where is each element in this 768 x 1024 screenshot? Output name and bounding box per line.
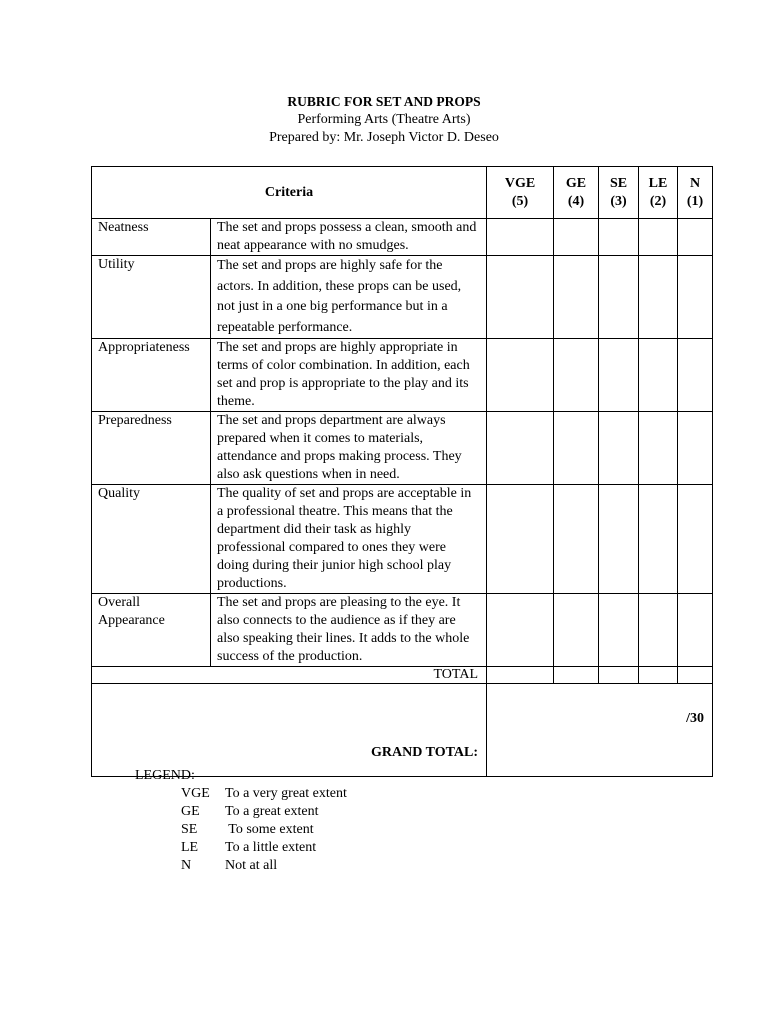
legend-abbr: LE <box>181 840 199 855</box>
score-cell-ge[interactable] <box>554 339 599 412</box>
criterion-description: The set and props possess a clean, smooth and neat appearance with no smudges. <box>211 219 487 256</box>
score-cell-le[interactable] <box>639 485 678 594</box>
grand-total-score[interactable]: /30 <box>487 684 713 777</box>
score-cell-vge[interactable] <box>487 339 554 412</box>
document-header <box>0 93 768 147</box>
criterion-name: Overall Appearance <box>92 594 211 667</box>
criterion-row-preparedness <box>92 412 713 485</box>
score-cell-ge[interactable] <box>554 412 599 485</box>
legend-abbr: N <box>181 858 192 873</box>
total-cell-n[interactable] <box>678 667 713 684</box>
score-cell-se[interactable] <box>599 412 639 485</box>
legend-abbr: GE <box>181 804 200 819</box>
legend-item <box>135 857 347 875</box>
prepared-by: Prepared by: Mr. Joseph Victor D. Deseo <box>269 130 499 145</box>
score-cell-n[interactable] <box>678 339 713 412</box>
criterion-description: The set and props department are always prepared when it comes to materials, attendance and props making process. They also ask questions when in need. <box>211 412 487 485</box>
score-cell-vge[interactable] <box>487 412 554 485</box>
score-cell-n[interactable] <box>678 485 713 594</box>
legend-meaning: To some extent <box>225 822 314 837</box>
score-cell-le[interactable] <box>639 256 678 339</box>
grand-total-label: GRAND TOTAL: <box>92 684 487 777</box>
rating-header-n: N (1) <box>678 167 713 219</box>
rating-header-le: LE (2) <box>639 167 678 219</box>
criterion-description: The set and props are highly appropriate in terms of color combination. In addition, each set and prop is appropriate to the play and its theme. <box>211 339 487 412</box>
score-cell-le[interactable] <box>639 339 678 412</box>
rubric-table <box>91 166 713 777</box>
criterion-description: The set and props are pleasing to the eye. It also connects to the audience as if they are also speaking their lines. It adds to the whole success of the production. <box>211 594 487 667</box>
legend-item <box>135 821 347 839</box>
header-row <box>92 167 713 219</box>
score-cell-ge[interactable] <box>554 594 599 667</box>
legend-meaning: Not at all <box>225 858 278 873</box>
score-cell-ge[interactable] <box>554 219 599 256</box>
score-cell-se[interactable] <box>599 339 639 412</box>
rating-header-ge: GE (4) <box>554 167 599 219</box>
score-cell-se[interactable] <box>599 594 639 667</box>
legend-item <box>135 803 347 821</box>
criterion-row-appropriateness <box>92 339 713 412</box>
criterion-row-overall-appearance <box>92 594 713 667</box>
score-cell-n[interactable] <box>678 594 713 667</box>
legend-abbr: VGE <box>181 786 210 801</box>
grand-total-row <box>92 684 713 777</box>
score-cell-le[interactable] <box>639 594 678 667</box>
total-cell-se[interactable] <box>599 667 639 684</box>
legend-meaning: To a little extent <box>225 840 317 855</box>
score-cell-n[interactable] <box>678 412 713 485</box>
legend-title: LEGEND: <box>135 768 195 783</box>
score-cell-se[interactable] <box>599 256 639 339</box>
criterion-name: Appropriateness <box>92 339 211 412</box>
legend-meaning: To a very great extent <box>225 786 347 801</box>
criterion-description: The set and props are highly safe for the actors. In addition, these props can be used, not just in a one big performance but in a repeatable performance. <box>211 256 487 339</box>
score-cell-n[interactable] <box>678 219 713 256</box>
score-cell-le[interactable] <box>639 219 678 256</box>
criterion-row-quality <box>92 485 713 594</box>
score-cell-se[interactable] <box>599 485 639 594</box>
total-cell-le[interactable] <box>639 667 678 684</box>
score-cell-ge[interactable] <box>554 256 599 339</box>
rating-header-vge: VGE (5) <box>487 167 554 219</box>
criterion-row-neatness <box>92 219 713 256</box>
criterion-row-utility <box>92 256 713 339</box>
total-cell-vge[interactable] <box>487 667 554 684</box>
legend-item <box>135 839 347 857</box>
criteria-header: Criteria <box>92 167 487 219</box>
rating-header-se: SE (3) <box>599 167 639 219</box>
score-cell-se[interactable] <box>599 219 639 256</box>
score-cell-n[interactable] <box>678 256 713 339</box>
legend-item <box>135 785 347 803</box>
score-cell-le[interactable] <box>639 412 678 485</box>
legend-meaning: To a great extent <box>225 804 319 819</box>
score-cell-vge[interactable] <box>487 594 554 667</box>
criterion-name: Utility <box>92 256 211 339</box>
criterion-name: Quality <box>92 485 211 594</box>
criterion-name: Preparedness <box>92 412 211 485</box>
total-label: TOTAL <box>92 667 487 684</box>
total-row <box>92 667 713 684</box>
score-cell-vge[interactable] <box>487 219 554 256</box>
legend <box>135 767 347 875</box>
total-cell-ge[interactable] <box>554 667 599 684</box>
legend-abbr: SE <box>181 822 198 837</box>
score-cell-ge[interactable] <box>554 485 599 594</box>
score-cell-vge[interactable] <box>487 485 554 594</box>
criterion-name: Neatness <box>92 219 211 256</box>
score-cell-vge[interactable] <box>487 256 554 339</box>
document-title: RUBRIC FOR SET AND PROPS <box>287 94 481 109</box>
document-subtitle: Performing Arts (Theatre Arts) <box>297 112 471 127</box>
criterion-description: The quality of set and props are acceptable in a professional theatre. This means that the department did their task as highly professional compared to ones they were doing during their junior high school play productions. <box>211 485 487 594</box>
